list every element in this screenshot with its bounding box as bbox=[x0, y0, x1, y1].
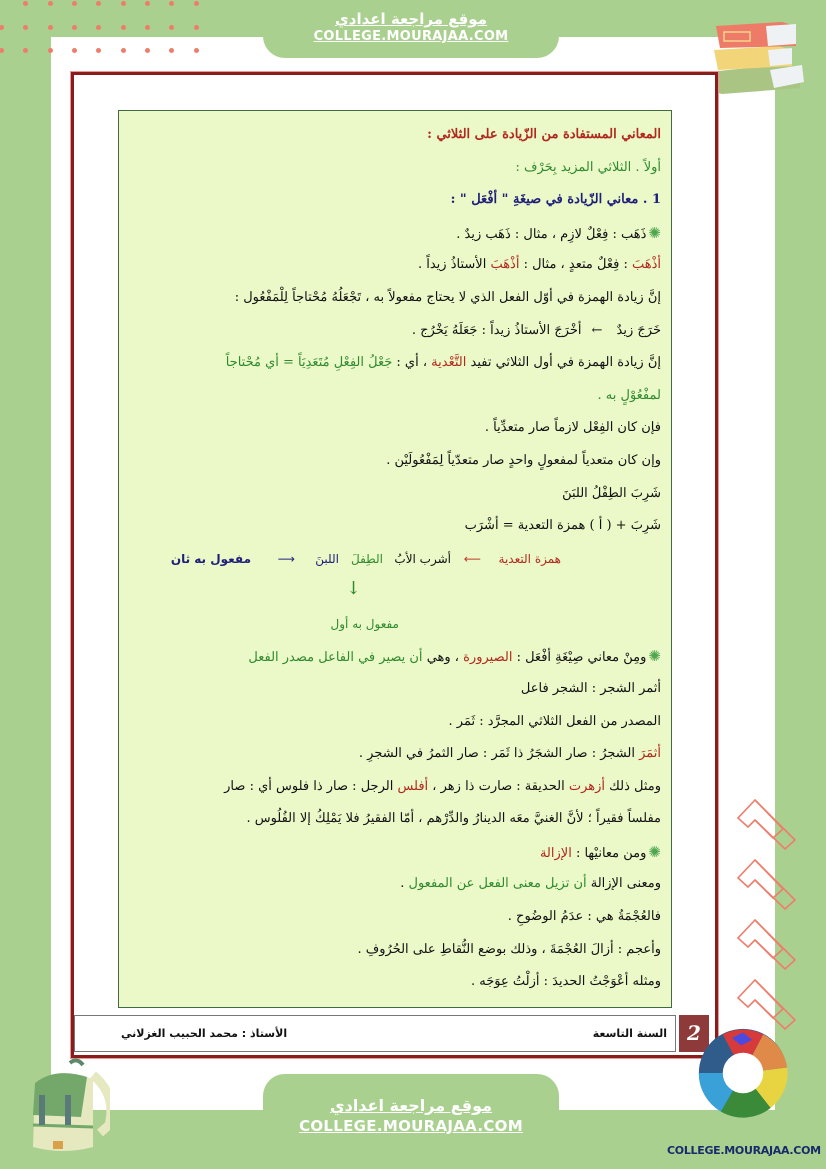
arrow-right-icon: ⟶ bbox=[277, 551, 295, 566]
transitivity-diagram bbox=[129, 543, 661, 576]
backpack-icon bbox=[15, 1055, 110, 1160]
arrow-down-icon: ↓ bbox=[345, 577, 361, 599]
text-line: لمفْعُوْلٍ به . bbox=[597, 387, 661, 403]
text-line: ✺ومِنْ معاني صِيْغَةِ أفْعَل : الصيرورة ، وهي أن يصير في الفاعل مصدر الفعل bbox=[129, 640, 661, 673]
text-line: شَرِبَ + ( أ ) همزة التعدية = أشْرَب bbox=[464, 518, 661, 534]
diagram-down-arrow bbox=[129, 576, 661, 608]
text-line: ✺ذَهَب : فِعْلٌ لازِم ، مثال : ذَهَب زيدٌ . bbox=[129, 217, 661, 250]
lesson-content bbox=[118, 110, 672, 1008]
text-line: إنَّ زيادة الهمزة في أول الثلاثي تفيد التَّعْدية ، أي : جَعْلُ الفِعْلِ مُتَعَدِيَاً = أي مُحْتاجاً bbox=[225, 355, 661, 371]
text-line: وإن كان متعدياً لمفعولٍ واحدٍ صار متعدّياً لِمَفْعُولَيْن . bbox=[386, 452, 661, 468]
diagram-second-object: اللبنَ bbox=[315, 551, 339, 566]
text-line: ومعنى الإزالة أن تزيل معنى الفعل عن المفعول . bbox=[400, 876, 661, 892]
footer-banner[interactable] bbox=[263, 1074, 559, 1169]
site-url-link[interactable]: COLLEGE.MOURAJAA.COM bbox=[299, 1117, 523, 1135]
hamza-label: همزة التعدية bbox=[498, 551, 561, 566]
lesson-title: المعاني المستفادة من الزّيادة على الثلاثي : bbox=[427, 127, 661, 142]
text-line: وأعجم : أزالَ العُجْمَةَ ، وذلك بوضع النُّقاطِ على الحُرُوفِ . bbox=[357, 941, 661, 957]
text-line: أذْهَبَ : فِعْلٌ متعدٍ ، مثال : أذْهَبَ الأستاذُ زيداً . bbox=[417, 257, 661, 273]
text-line: شَرِبَ الطِفْلُ اللبَنَ bbox=[562, 485, 661, 501]
site-url-link[interactable]: COLLEGE.MOURAJAA.COM bbox=[313, 29, 509, 44]
page-number: 2 bbox=[679, 1015, 709, 1052]
subsection-heading: 1 . معاني الزّيادة في صيغَةِ " أفْعَل " : bbox=[450, 192, 661, 208]
text-line: ✺ومن معانيْها : الإزالة bbox=[129, 836, 661, 869]
brand-logo-text[interactable]: COLLEGE.MOURAJAA.COM bbox=[667, 1144, 821, 1157]
text-line: ومثله أعْوَجْتُ الحديدَ : أزلْتُ عِوَجَه . bbox=[471, 974, 661, 990]
text-line: مفلساً فقيراً ؛ لأنَّ الغنيَّ معَه الدينارُ والدِّرْهم ، أمّا الفقيرُ فلا يَمْلِكُ إلا الفُلُوس . bbox=[246, 811, 661, 827]
text-line: المصدر من الفعل الثلاثي المجرَّد : ثَمَر . bbox=[448, 713, 661, 729]
text-line: ومثل ذلك أزهرت الحديقة : صارت ذا زهر ، أفلس الرجل : صار ذا فلوس أي : صار bbox=[224, 778, 661, 794]
text-line: إنَّ زيادة الهمزة في أوّل الفعل الذي لا يحتاج مفعولاً به ، تَجْعَلُهُ مُحْتاجاً لِلْمَفْعُول : bbox=[234, 289, 661, 305]
flower-bullet-icon: ✺ bbox=[648, 647, 661, 666]
section-heading: أولاً . الثلاثي المزيد بِحَرْف : bbox=[515, 159, 661, 175]
diagram-first-object-row bbox=[129, 608, 661, 641]
decorative-dots bbox=[0, 0, 200, 56]
teacher-name: الأستاذ : محمد الحبيب الغزلاني bbox=[121, 1027, 288, 1040]
site-name-ar[interactable]: موقع مراجعة اعدادي bbox=[335, 10, 487, 28]
second-object-label: مفعول به ثان bbox=[170, 551, 251, 566]
text-line: فالعُجْمَةُ هي : عدَمُ الوضُوحِ . bbox=[507, 909, 661, 925]
page-footer bbox=[74, 1015, 676, 1052]
first-object-label: مفعول به أول bbox=[330, 616, 399, 631]
chevron-up-icons bbox=[733, 790, 823, 1050]
diagram-first-object: الطِفلَ bbox=[351, 551, 383, 566]
text-line: أثمَرَ الشجرُ : صار الشجَرُ ذا ثَمَر : صار الثمرُ في الشجرِ . bbox=[358, 746, 661, 762]
text-line: أثمر الشجر : الشجر فاعل bbox=[520, 680, 661, 696]
site-name-ar[interactable]: موقع مراجعة اعدادي bbox=[329, 1096, 493, 1115]
text-line: خَرَجَ زيدٌ ←أخْرَجَ الأستاذُ زيداً : جَعَلَهُ يَخْرُج . bbox=[411, 322, 661, 338]
header-banner[interactable] bbox=[263, 0, 559, 58]
diagram-verb: أشرب الأبُ bbox=[394, 551, 451, 566]
green-border-left bbox=[0, 0, 51, 1169]
flower-bullet-icon: ✺ bbox=[648, 223, 661, 242]
education-wheel-logo-icon bbox=[697, 1027, 789, 1119]
grade-label: السنة التاسعة bbox=[592, 1027, 667, 1040]
arrow-left-icon: ⟵ bbox=[463, 551, 481, 566]
flower-bullet-icon: ✺ bbox=[648, 842, 661, 861]
text-line: فإن كان الفِعْل لازماً صار متعدِّياً . bbox=[484, 420, 661, 436]
arrow-left-icon: ← bbox=[591, 322, 603, 338]
